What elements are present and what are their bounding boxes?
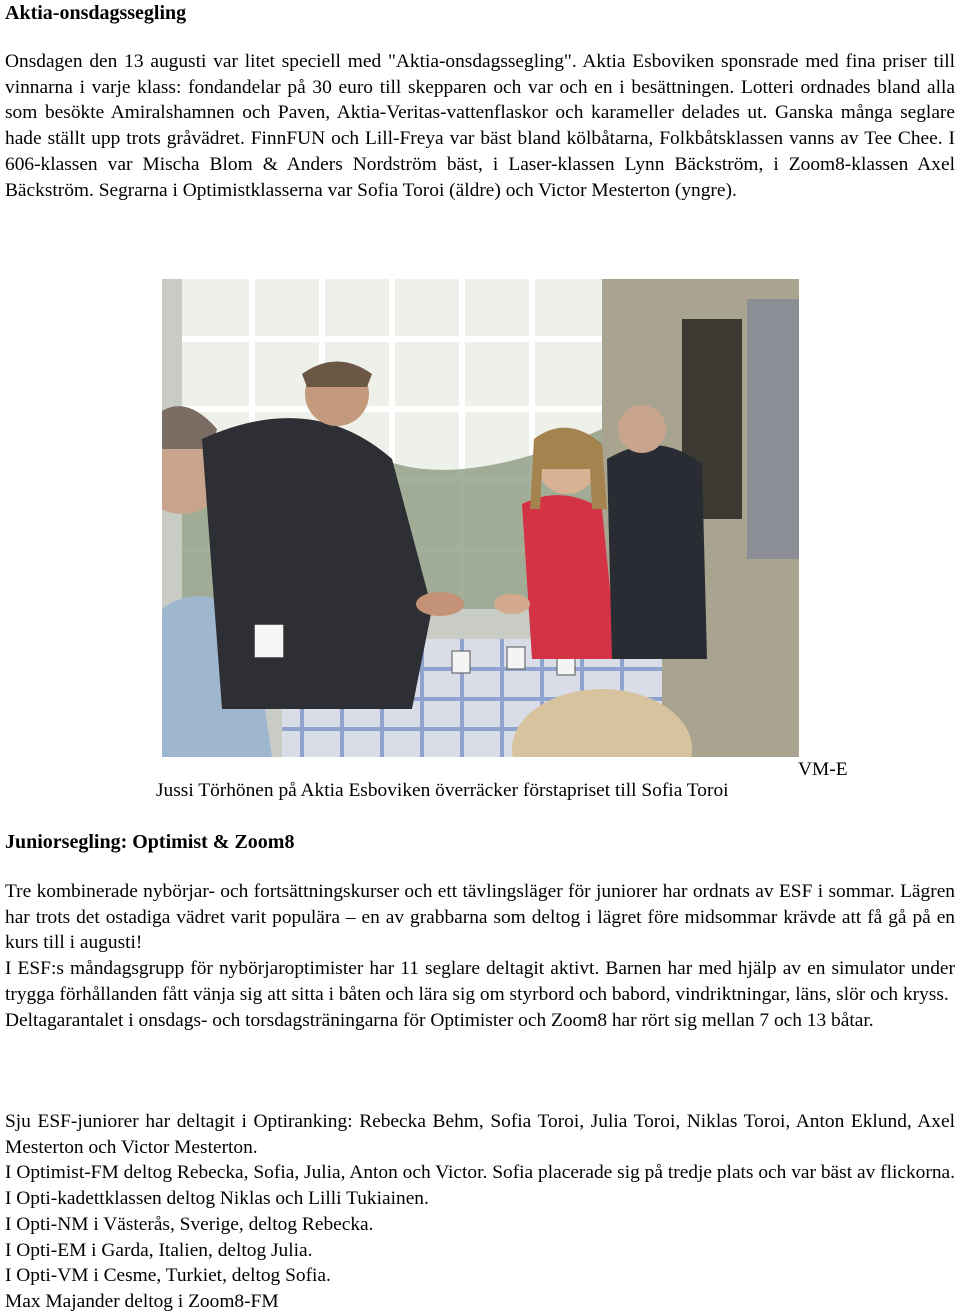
photo-caption: Jussi Törhönen på Aktia Esboviken överräcker förstapriset till Sofia Toroi xyxy=(156,780,729,801)
junior-section-title: Juniorsegling: Optimist & Zoom8 xyxy=(5,831,295,853)
junior-paragraph: Deltagarantalet i onsdags- och torsdagsträningarna för Optimister och Zoom8 har rört sig mellan 7 och 13 båtar. xyxy=(5,1009,874,1031)
results-paragraph: I Optimist-FM deltog Rebecka, Sofia, Julia, Anton och Victor. Sofia placerade sig på tredje plats och var bäst av flickorna. I Opti-kadettklassen deltog Niklas och Lilli Tukiainen. xyxy=(5,1162,955,1210)
results-line: I Opti-VM i Cesme, Turkiet, deltog Sofia. xyxy=(5,1265,331,1287)
junior-paragraphs xyxy=(5,879,955,1033)
article-title: Aktia-onsdagssegling xyxy=(5,2,187,24)
results-paragraph: Sju ESF-juniorer har deltagit i Optiranking: Rebecka Behm, Sofia Toroi, Julia Toroi, Niklas Toroi, Anton Eklund, Axel Mesterton och Victor Mesterton. xyxy=(5,1111,955,1158)
junior-results xyxy=(5,1109,955,1315)
results-line: I Opti-EM i Garda, Italien, deltog Julia. xyxy=(5,1239,313,1261)
results-line: I Opti-NM i Västerås, Sverige, deltog Rebecka. xyxy=(5,1213,374,1235)
photo-credit: VM-E xyxy=(798,759,848,780)
results-line: Max Majander deltog i Zoom8-FM xyxy=(5,1290,279,1312)
junior-paragraph: Tre kombinerade nybörjar- och fortsättningskurser och ett tävlingsläger för juniorer har ordnats av ESF i sommar. Lägren har trots det ostadiga vädret varit populära – en av grabbarna som deltog i lägret före midsommar krävde att få gå på en kurs till i augusti! xyxy=(5,881,955,954)
junior-paragraph: I ESF:s måndagsgrupp för nybörjaroptimister har 11 seglare deltagit aktivt. Barnen har med hjälp av en simulator under trygga förhållanden fått vänja sig att sitta i båten och lära sig om styrbord och babord, vindriktningar, läns, slör och kryss. xyxy=(5,958,955,1005)
article-paragraph: Onsdagen den 13 augusti var litet speciell med "Aktia-onsdagssegling". Aktia Esboviken sponsrade med fina priser till vinnarna i varje klass: fondandelar på 30 euro till skepparen och var och en i besättningen. Lotteri ordnades bland alla som besökte Amiralshamnen och Paven, Aktia-Veritas-vattenflaskor och karameller delades ut. Ganska många seglare hade ställt upp trots gråvädret. FinnFUN och Lill-Freya var bäst bland kölbåtarna, Folkbåtsklassen vanns av Tee Chee. I 606-klassen var Mischa Blom & Anders Nordström bäst, i Laser-klassen Lynn Bäckström, i Zoom8-klassen Axel Bäckström. Segrarna i Optimistklasserna var Sofia Toroi (äldre) och Victor Mesterton (yngre). xyxy=(5,51,955,201)
award-photo xyxy=(162,279,799,757)
